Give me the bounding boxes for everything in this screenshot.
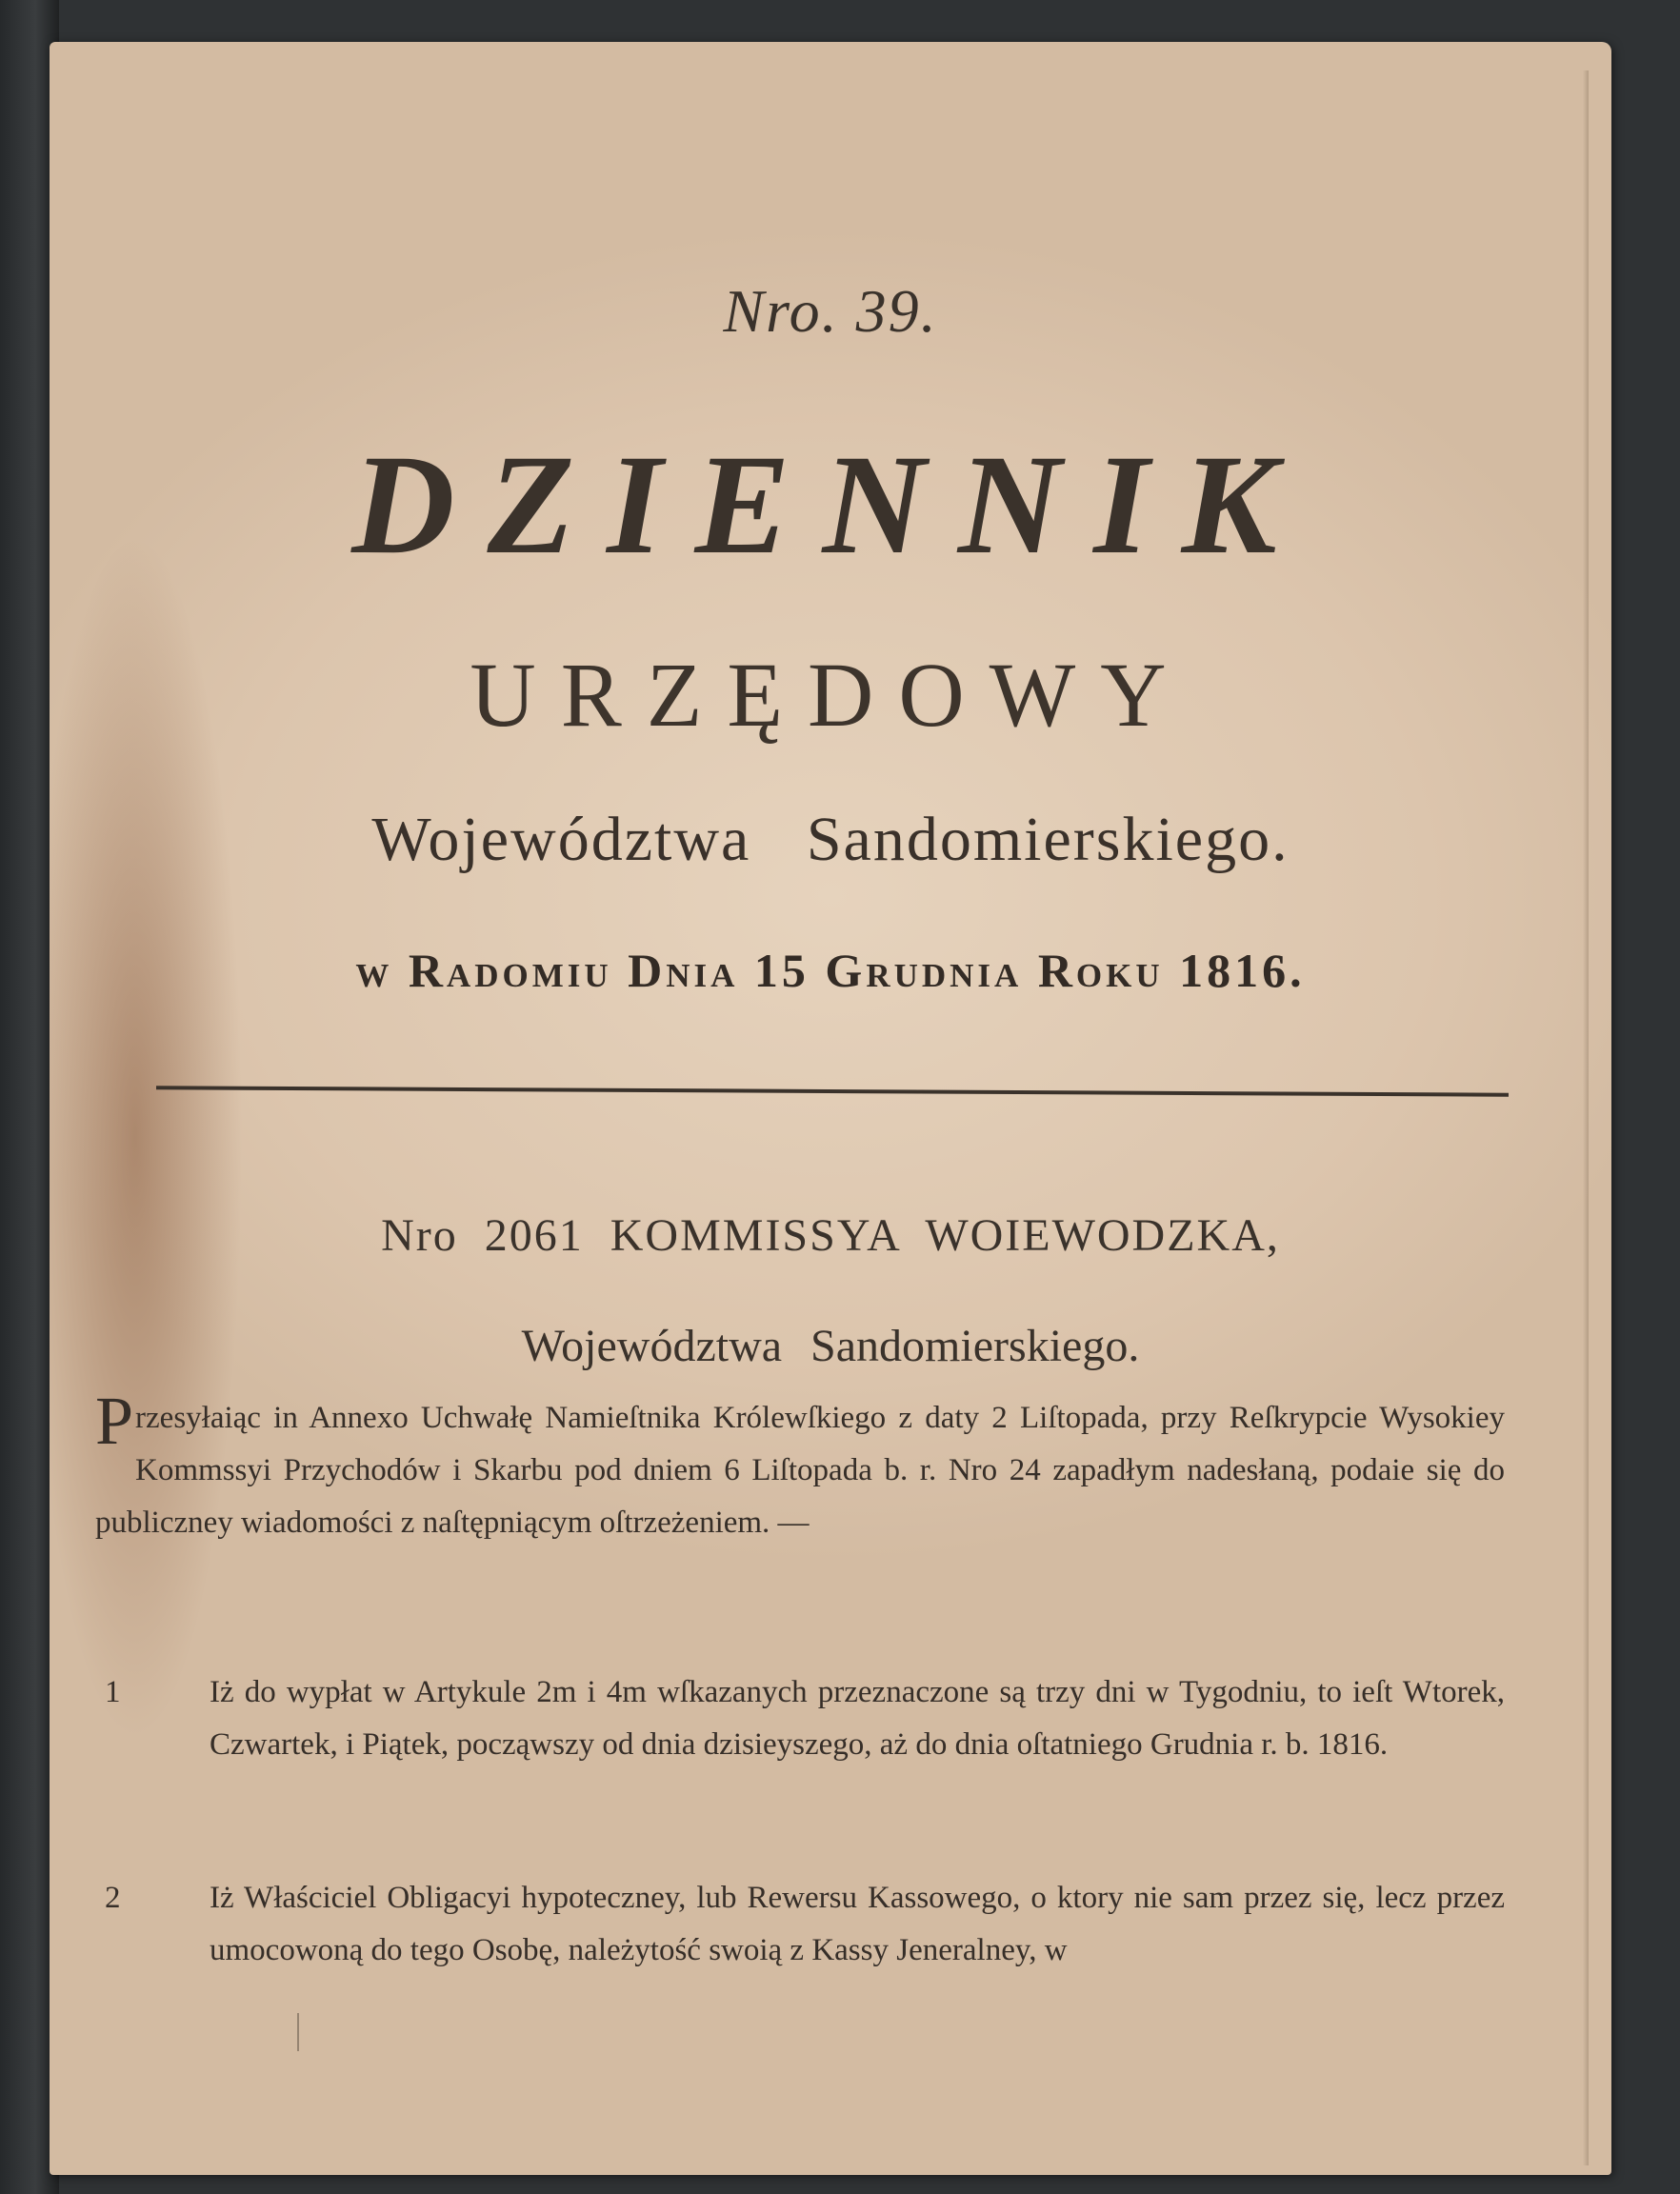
drop-cap: P [95,1383,134,1459]
dateline: w Radomiu Dnia 15 Grudnia Roku 1816. [355,944,1306,997]
newspaper-title: DZIENNIK [351,426,1310,584]
page-edge-shadow [1583,70,1589,2165]
section-heading: Nro 2061 KOMMISSYA WOIEWODZKA, [381,1210,1280,1261]
list-item-number: 2 [105,1881,121,1915]
newspaper-subtitle: URZĘDOWY [470,644,1191,746]
header-rule [156,1086,1509,1096]
margin-mark [297,2013,310,2051]
section-subheading: Województwa Sandomierskiego. [521,1321,1140,1371]
list-item [105,1872,1505,1986]
list-item-text: Iż Właściciel Obligacyi hypoteczney, lub Rewersu Kassowego, o ktory nie sam przez się, lecz przez umocowoną do tego Osobę, należytość swoią z Kassy Jeneralney, w [210,1881,1505,1967]
list-item-number: 1 [105,1675,121,1709]
document-page [50,42,1611,2175]
region-line: Województwa Sandomierskiego. [371,805,1290,874]
list-item [105,1666,1505,1828]
issue-number: Nro. 39. [723,277,938,345]
list-item-text: Iż do wypłat w Artykule 2m i 4m wſkazanych przeznaczone są trzy dni w Tygodniu, to ieſt Wtorek, Czwartek, i Piątek, począwszy od dnia dzisieyszego, aż do dnia oſtatniego Grudnia r. b. 1816. [210,1675,1505,1762]
intro-text: rzesyłaiąc in Annexo Uchwałę Namieſtnika Królewſkiego z daty 2 Liſtopada, przy Reſkrypcie Wysokiey Kommssyi Przychodów i Skarbu pod dniem 6 Liſtopada b. r. Nro 24 zapadłym nadesłaną, podaie się do publiczney wiadomości z naſtępniącym oſtrzeżeniem. — [95,1401,1505,1540]
intro-paragraph [95,1383,1505,1549]
